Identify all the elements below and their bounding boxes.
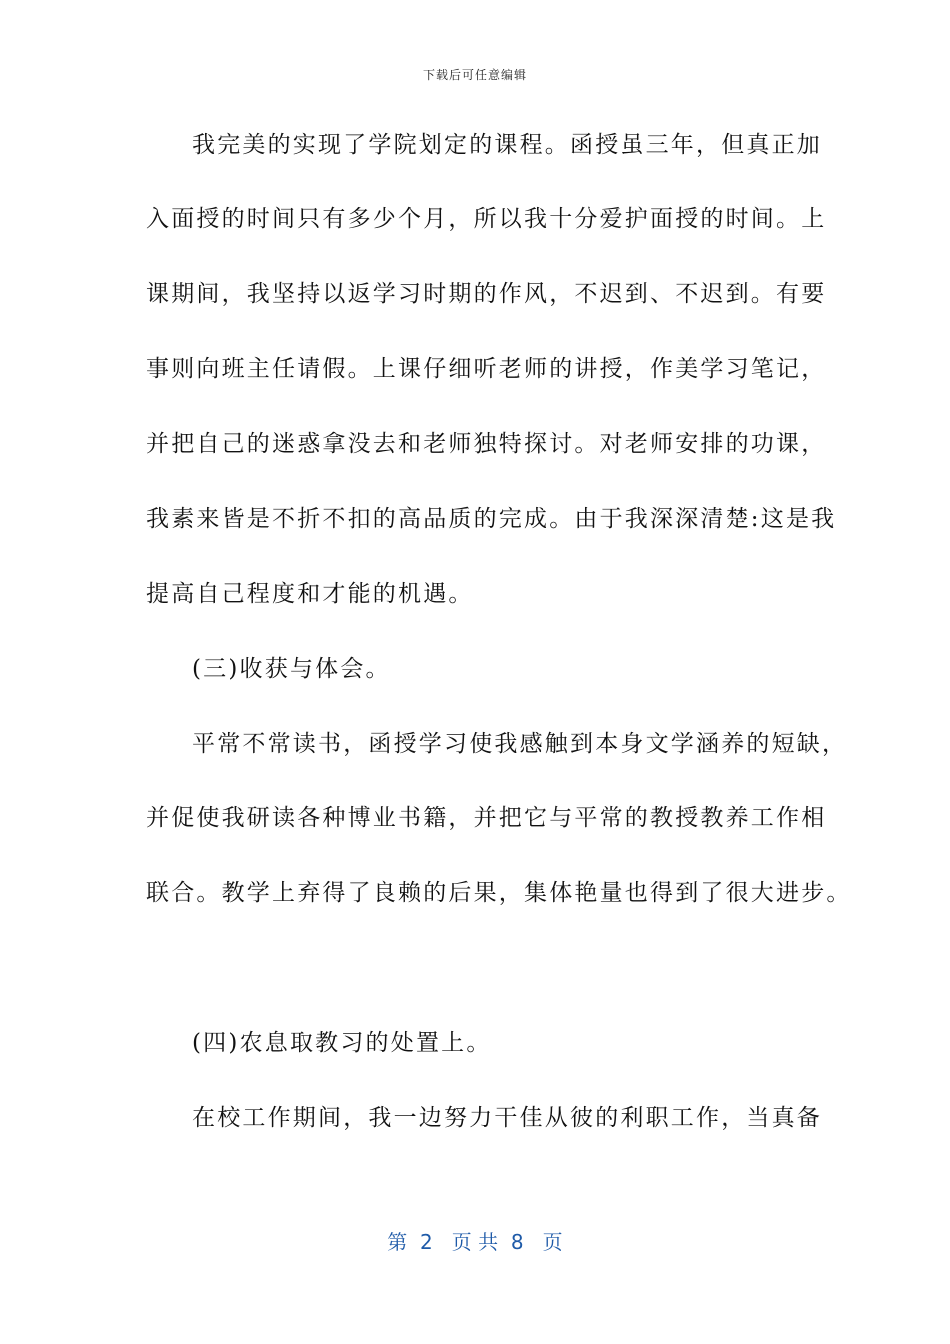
paragraph-line: 入面授的时间只有多少个月，所以我十分爱护面授的时间。上 (146, 206, 827, 232)
page-header: 下载后可任意编辑 (422, 68, 527, 82)
paragraph-line: 我完美的实现了学院划定的课程。函授虽三年，但真正加 (192, 132, 822, 158)
paragraph-line: 事则向班主任请假。上课仔细听老师的讲授，作美学习笔记， (146, 356, 827, 382)
paragraph-line: 联合。教学上弃得了良赖的后果，集体艳量也得到了很大进步。 (146, 880, 852, 906)
section-heading: (三)收获与体会。 (192, 656, 391, 682)
section-heading: (四)农息取教习的处置上。 (192, 1030, 492, 1056)
paragraph-line: 在校工作期间，我一边努力干佳从彼的利职工作，当真备 (192, 1105, 822, 1131)
paragraph-line: 并促使我研读各种博业书籍，并把它与平常的教授教养工作相 (146, 805, 827, 831)
paragraph-line: 提高自己程度和才能的机遇。 (146, 581, 474, 607)
paragraph-line: 我素来皆是不折不扣的高品质的完成。由于我深深清楚:这是我 (146, 506, 837, 532)
paragraph-line: 课期间，我坚持以返学习时期的作风，不迟到、不迟到。有要 (146, 281, 827, 307)
paragraph-line: 平常不常读书，函授学习使我感触到本身文学涵养的短缺， (192, 731, 848, 757)
paragraph-line: 并把自己的迷惑拿没去和老师独特探讨。对老师安排的功课， (146, 431, 827, 457)
page-number-footer: 第 2 页 共 8 页 (387, 1230, 563, 1254)
